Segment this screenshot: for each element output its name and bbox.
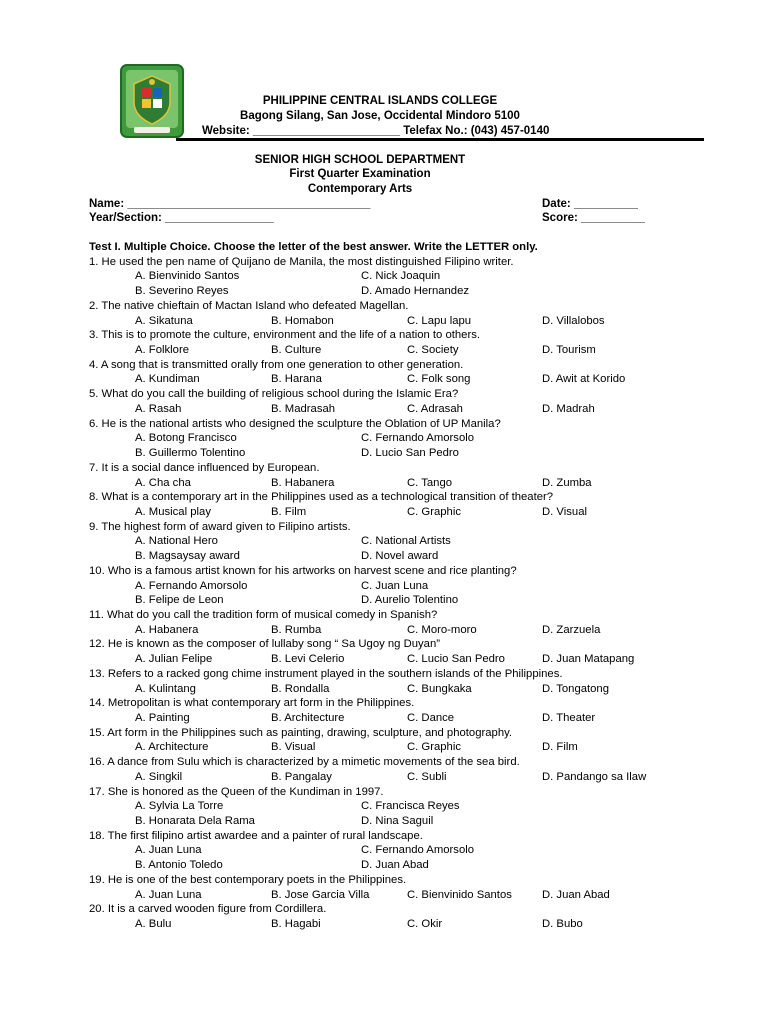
answer-option[interactable]: B. Culture (271, 344, 322, 357)
answer-options-row (89, 682, 729, 697)
answer-option[interactable]: B. Antonio Toledo (135, 859, 223, 872)
question-text: 15. Art form in the Philippines such as painting, drawing, sculpture, and photography. (89, 726, 513, 739)
answer-options-row (89, 843, 729, 858)
question-text: 18. The first filipino artist awardee and a painter of rural landscape. (89, 829, 423, 842)
answer-option[interactable]: C. Bienvinido Santos (407, 888, 512, 901)
answer-options-row (89, 446, 729, 461)
answer-option[interactable]: C. Moro-moro (407, 623, 477, 636)
answer-option[interactable]: B. Rumba (271, 623, 322, 636)
answer-option[interactable]: D. Awit at Korido (542, 373, 626, 386)
answer-option[interactable]: C. Subli (407, 770, 447, 783)
answer-option[interactable]: A. Habanera (135, 623, 199, 636)
question-text: 8. What is a contemporary art in the Philippines used as a technological transition of theater? (89, 491, 554, 504)
date-field[interactable]: Date: __________ (542, 198, 638, 210)
question-text: 17. She is honored as the Queen of the Kundiman in 1997. (89, 785, 384, 798)
answer-option[interactable]: A. Bienvinido Santos (135, 270, 240, 283)
answer-option[interactable]: C. Graphic (407, 505, 461, 518)
answer-option[interactable]: A. Architecture (135, 741, 209, 754)
college-seal-logo (120, 64, 184, 138)
answer-options-row (89, 623, 729, 638)
question-text: 7. It is a social dance influenced by European. (89, 461, 320, 474)
question-text: 1. He used the pen name of Quijano de Manila, the most distinguished Filipino writer. (89, 255, 514, 268)
question-text: 12. He is known as the composer of lullaby song “ Sa Ugoy ng Duyan” (89, 638, 441, 651)
answer-option[interactable]: D. Juan Matapang (542, 653, 635, 666)
exam-title: First Quarter Examination (289, 168, 431, 180)
answer-option[interactable]: A. Singkil (135, 770, 183, 783)
answer-option[interactable]: B. Hagabi (271, 918, 321, 931)
answer-options-row (89, 284, 729, 299)
answer-option[interactable]: D. Juan Abad (361, 859, 429, 872)
answer-options-row (89, 269, 729, 284)
answer-option[interactable]: C. Dance (407, 712, 455, 724)
answer-option[interactable]: A. National Hero (135, 535, 218, 548)
answer-option[interactable]: B. Visual (271, 741, 316, 754)
answer-options-row (89, 858, 729, 873)
answer-option[interactable]: D. Tongatong (542, 682, 609, 695)
answer-option[interactable]: B. Jose Garcia Villa (271, 888, 370, 901)
answer-option[interactable]: C. Folk song (407, 373, 471, 386)
question-text: 5. What do you call the building of religious school during the Islamic Era? (89, 388, 459, 401)
answer-option[interactable]: D. Film (542, 741, 578, 754)
answer-option[interactable]: C. Okir (407, 918, 443, 931)
answer-option[interactable]: A. Sikatuna (135, 314, 193, 327)
answer-options-row (89, 579, 729, 594)
question-text: 14. Metropolitan is what contemporary art form in the Philippines. (89, 697, 415, 710)
answer-option[interactable]: C. Fernando Amorsolo (361, 844, 475, 857)
answer-option[interactable]: C. Tango (407, 476, 453, 489)
answer-option[interactable]: B. Severino Reyes (135, 285, 229, 298)
website-telefax-line: Website: _______________________ Telefax No.: (043) 457-0140 (202, 125, 550, 137)
answer-option[interactable]: C. Francisca Reyes (361, 800, 460, 813)
answer-option[interactable]: C. Juan Luna (361, 579, 429, 592)
answer-option[interactable]: D. Juan Abad (542, 888, 610, 901)
answer-option[interactable]: A. Kundiman (135, 373, 200, 386)
answer-options-row (89, 740, 729, 755)
answer-options-row (89, 372, 729, 387)
answer-option[interactable]: D. Tourism (542, 344, 596, 357)
answer-options-row (89, 770, 729, 785)
answer-options-row (89, 888, 729, 903)
question-text: 6. He is the national artists who designed the sculpture the Oblation of UP Manila? (89, 417, 501, 430)
answer-option[interactable]: A. Julian Felipe (135, 653, 213, 666)
name-field[interactable]: Name: ______________________________________ (89, 198, 371, 210)
answer-option[interactable]: D. Pandango sa Ilaw (542, 770, 647, 783)
answer-option[interactable]: D. Amado Hernandez (361, 285, 470, 298)
answer-option[interactable]: A. Juan Luna (135, 844, 202, 857)
answer-option[interactable]: C. Nick Joaquin (361, 270, 441, 283)
answer-option[interactable]: D. Theater (542, 712, 596, 724)
college-address: Bagong Silang, San Jose, Occidental Mindoro 5100 (240, 110, 520, 122)
answer-option[interactable]: B. Guillermo Tolentino (135, 447, 246, 460)
question-text: 13. Refers to a racked gong chime instrument played in the southern islands of the Philippines. (89, 667, 563, 680)
test-content (89, 240, 729, 932)
answer-option[interactable]: B. Harana (271, 373, 322, 386)
answer-option[interactable]: D. Nina Saguil (361, 815, 434, 828)
answer-option[interactable]: D. Aurelio Tolentino (361, 594, 459, 607)
answer-option[interactable]: A. Rasah (135, 402, 182, 415)
question-text: 20. It is a carved wooden figure from Cordillera. (89, 903, 327, 916)
answer-option[interactable]: B. Homabon (271, 314, 334, 327)
answer-option[interactable]: C. National Artists (361, 535, 451, 548)
department-title: SENIOR HIGH SCHOOL DEPARTMENT (254, 154, 466, 166)
answer-option[interactable]: C. Fernando Amorsolo (361, 432, 475, 445)
question-text: 3. This is to promote the culture, environment and the life of a nation to others. (89, 329, 481, 342)
answer-options-row (89, 652, 729, 667)
answer-options-row (89, 534, 729, 549)
question-text: 16. A dance from Sulu which is characterized by a mimetic movements of the sea bird. (89, 756, 520, 769)
answer-options-row (89, 814, 729, 829)
answer-option[interactable]: B. Levi Celerio (271, 653, 345, 666)
answer-option[interactable]: B. Film (271, 505, 307, 518)
answer-option[interactable]: A. Sylvia La Torre (135, 800, 224, 813)
answer-option[interactable]: C. Adrasah (407, 402, 463, 415)
answer-option[interactable]: C. Bungkaka (407, 682, 472, 695)
answer-option[interactable]: C. Lucio San Pedro (407, 653, 505, 666)
answer-options-row (89, 476, 729, 491)
answer-option[interactable]: A. Painting (135, 712, 190, 724)
answer-option[interactable]: B. Rondalla (271, 682, 330, 695)
answer-option[interactable]: A. Folklore (135, 344, 189, 357)
answer-options-row (89, 711, 729, 726)
question-text: 11. What do you call the tradition form of musical comedy in Spanish? (89, 608, 438, 621)
answer-options-row (89, 343, 729, 358)
answer-options-row (89, 799, 729, 814)
year-section-field[interactable]: Year/Section: _________________ (89, 212, 274, 224)
answer-option[interactable]: D. Bubo (542, 918, 583, 931)
answer-option[interactable]: D. Zumba (542, 476, 592, 489)
answer-option[interactable]: B. Honarata Dela Rama (135, 815, 255, 828)
answer-option[interactable]: D. Villalobos (542, 314, 605, 327)
answer-options-row (89, 402, 729, 417)
subject-title: Contemporary Arts (307, 183, 413, 195)
answer-options-row (89, 431, 729, 446)
answer-option[interactable]: A. Botong Francisco (135, 432, 237, 445)
question-text: 4. A song that is transmitted orally from one generation to other generation. (89, 358, 464, 371)
answer-option[interactable]: B. Architecture (271, 712, 345, 724)
answer-options-row (89, 593, 729, 608)
answer-option[interactable]: B. Magsaysay award (135, 550, 240, 563)
question-text: 10. Who is a famous artist known for his artworks on harvest scene and rice planting? (89, 564, 517, 577)
answer-option[interactable]: B. Pangalay (271, 770, 332, 783)
question-text: 9. The highest form of award given to Filipino artists. (89, 520, 351, 533)
test-instructions: Test I. Multiple Choice. Choose the letter of the best answer. Write the LETTER only. (89, 241, 538, 253)
answer-option[interactable]: B. Felipe de Leon (135, 594, 224, 607)
answer-option[interactable]: D. Novel award (361, 550, 439, 563)
answer-options-row (89, 505, 729, 520)
answer-option[interactable]: C. Lapu lapu (407, 314, 472, 327)
answer-option[interactable]: A. Cha cha (135, 476, 191, 489)
answer-option[interactable]: A. Musical play (135, 505, 211, 518)
answer-option[interactable]: D. Madrah (542, 402, 595, 415)
answer-option[interactable]: D. Visual (542, 505, 587, 518)
answer-option[interactable]: B. Habanera (271, 476, 335, 489)
answer-option[interactable]: B. Madrasah (271, 402, 336, 415)
answer-options-row (89, 917, 729, 932)
answer-option[interactable]: A. Kulintang (135, 682, 196, 695)
answer-options-row (89, 549, 729, 564)
question-text: 19. He is one of the best contemporary poets in the Philippines. (89, 873, 407, 886)
college-name: PHILIPPINE CENTRAL ISLANDS COLLEGE (262, 95, 498, 107)
score-field[interactable]: Score: __________ (542, 212, 645, 224)
answer-option[interactable]: C. Society (407, 344, 459, 357)
answer-option[interactable]: C. Graphic (407, 741, 461, 754)
answer-option[interactable]: A. Juan Luna (135, 888, 202, 901)
answer-option[interactable]: D. Lucio San Pedro (361, 447, 459, 460)
answer-option[interactable]: A. Fernando Amorsolo (135, 579, 248, 592)
answer-option[interactable]: A. Bulu (135, 918, 172, 931)
answer-option[interactable]: D. Zarzuela (542, 623, 601, 636)
answer-options-row (89, 314, 729, 329)
question-text: 2. The native chieftain of Mactan Island who defeated Magellan. (89, 299, 409, 312)
header-divider (176, 138, 704, 141)
